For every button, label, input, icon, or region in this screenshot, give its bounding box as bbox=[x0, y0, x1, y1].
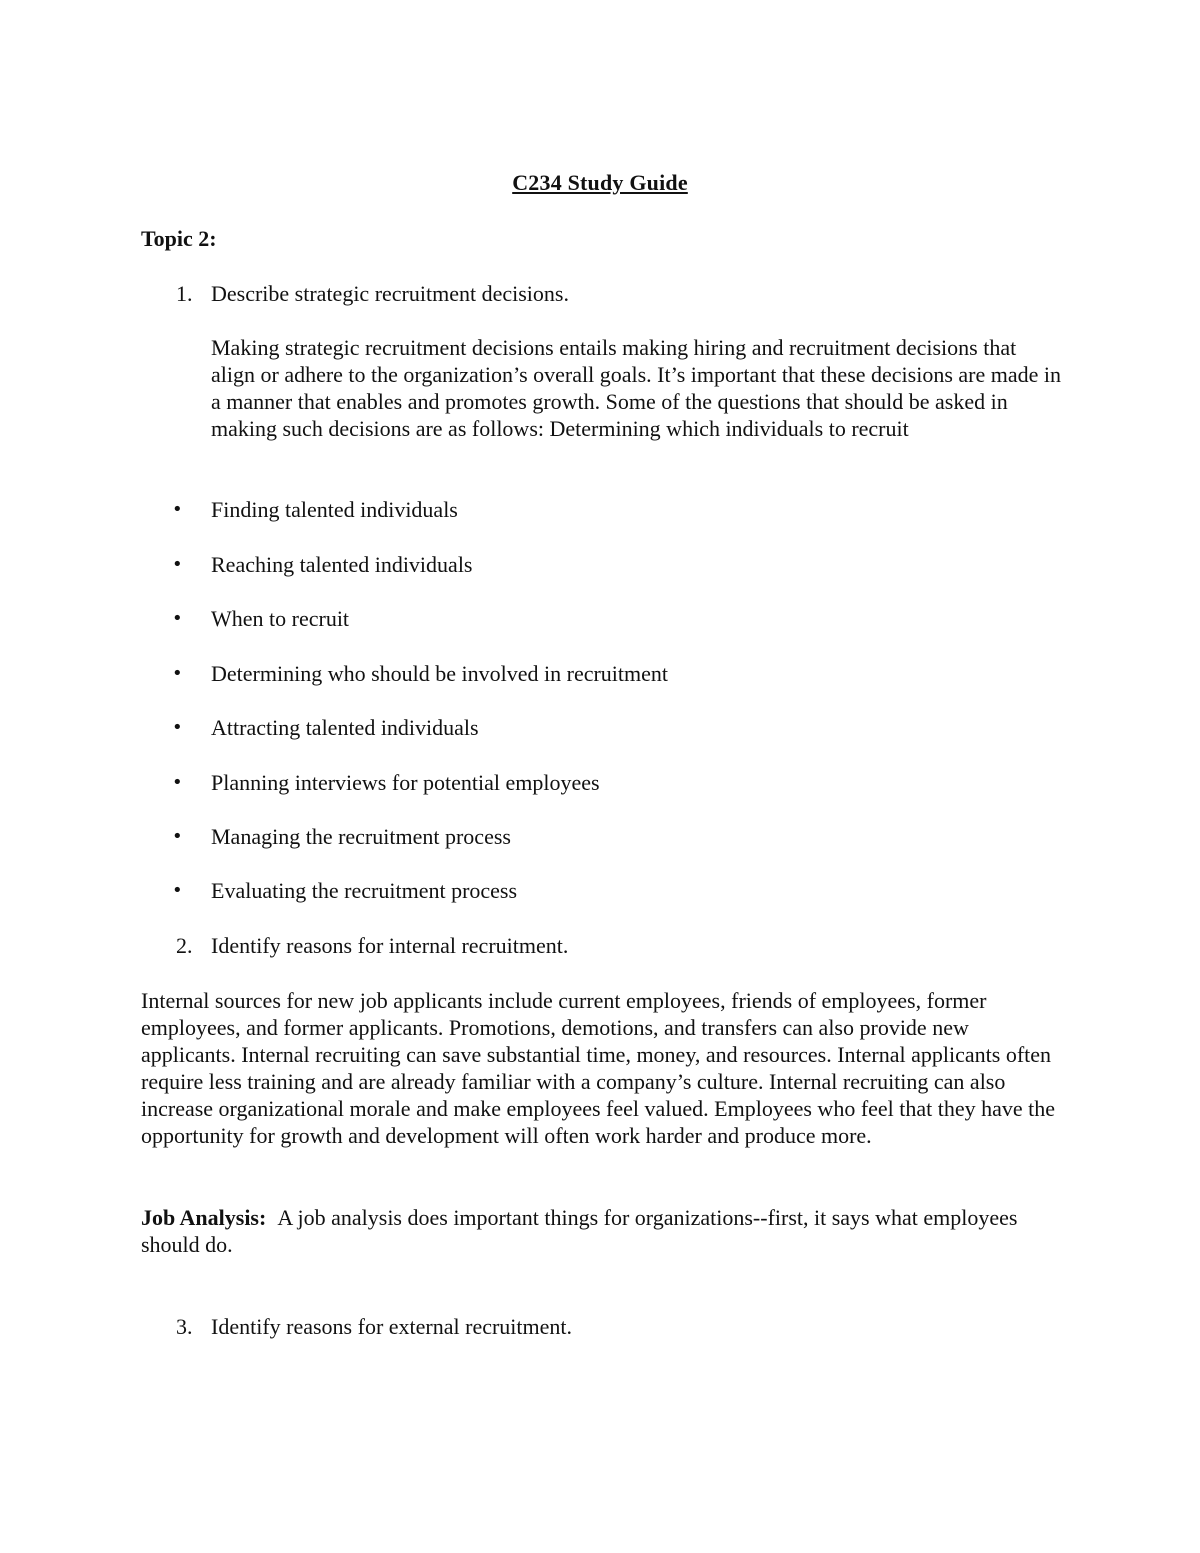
bullet-text: Evaluating the recruitment process bbox=[211, 878, 518, 903]
bullet-item bbox=[172, 714, 1052, 741]
bullet-icon: • bbox=[172, 772, 183, 793]
bullet-icon: • bbox=[172, 717, 183, 738]
bullet-text: Managing the recruitment process bbox=[211, 824, 511, 849]
bullet-item bbox=[172, 660, 1052, 687]
bullet-text: Finding talented individuals bbox=[211, 497, 458, 522]
bullet-icon: • bbox=[172, 499, 183, 520]
numbered-item-2 bbox=[176, 932, 1056, 959]
item-number: 1. bbox=[176, 281, 193, 306]
bullet-text: Determining who should be involved in recruitment bbox=[211, 661, 669, 686]
bullet-icon: • bbox=[172, 663, 183, 684]
bullet-item bbox=[172, 551, 1052, 578]
bullet-text: Attracting talented individuals bbox=[211, 715, 479, 740]
bullet-text: Reaching talented individuals bbox=[211, 552, 473, 577]
bullet-text: Planning interviews for potential employees bbox=[211, 770, 600, 795]
numbered-item-1 bbox=[176, 280, 1056, 307]
job-analysis-paragraph bbox=[141, 1204, 1061, 1258]
bullet-item bbox=[172, 496, 1052, 523]
bullet-icon: • bbox=[172, 826, 183, 847]
topic-heading: Topic 2: bbox=[141, 226, 217, 251]
bullet-item bbox=[172, 605, 1052, 632]
job-analysis-label: Job Analysis: bbox=[141, 1205, 267, 1230]
numbered-item-3 bbox=[176, 1313, 1056, 1340]
item-number: 2. bbox=[176, 933, 193, 958]
item-question: Identify reasons for external recruitment. bbox=[211, 1314, 573, 1339]
item-question: Describe strategic recruitment decisions. bbox=[211, 281, 569, 306]
item-question: Identify reasons for internal recruitment. bbox=[211, 933, 569, 958]
bullet-icon: • bbox=[172, 608, 183, 629]
item-number: 3. bbox=[176, 1314, 193, 1339]
bullet-item bbox=[172, 769, 1052, 796]
bullet-icon: • bbox=[172, 880, 183, 901]
bullet-item bbox=[172, 823, 1052, 850]
bullet-icon: • bbox=[172, 554, 183, 575]
internal-recruitment-answer: Internal sources for new job applicants include current employees, friends of employees, former employees, and former applicants. Promotions, demotions, and transfers can also provide new applicants. Internal recruiting can save substantial time, money, and resources. Internal applicants often require less training and are already familiar with a company’s culture. Internal recruiting can also increase organizational morale and make employees feel valued. Employees who feel that they have the opportunity for growth and development will often work harder and produce more. bbox=[141, 988, 1056, 1148]
strategic-recruitment-answer: Making strategic recruitment decisions entails making hiring and recruitment decisions that align or adhere to the organization’s overall goals. It’s important that these decisions are made in a manner that enables and promotes growth. Some of the questions that should be asked in making such decisions are as follows: Determining which individuals to recruit bbox=[211, 335, 1062, 441]
document-title: C234 Study Guide bbox=[512, 170, 688, 195]
job-analysis-text: A job analysis does important things for organizations--first, it says what employees should do. bbox=[141, 1205, 1018, 1257]
bullet-item bbox=[172, 877, 1052, 904]
bullet-text: When to recruit bbox=[211, 606, 350, 631]
